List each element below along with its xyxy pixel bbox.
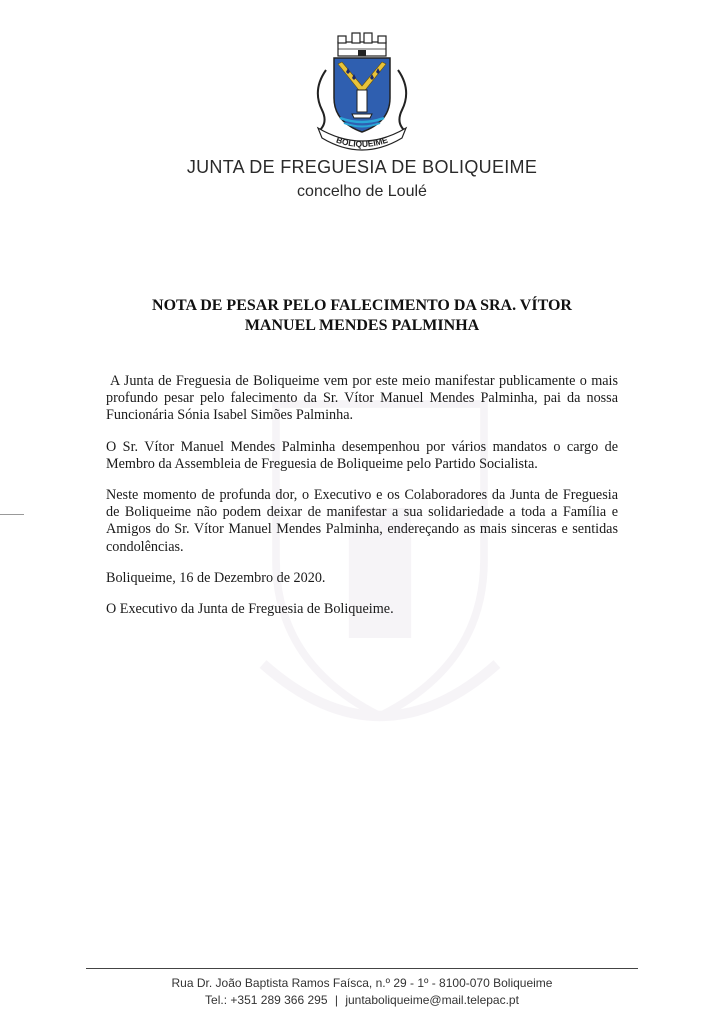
body-paragraph: O Sr. Vítor Manuel Mendes Palminha desempenhou por vários mandatos o cargo de Membro da Assembleia de Freguesia de Boliqueime pelo Partido Socialista.	[106, 438, 618, 472]
signature-line: O Executivo da Junta de Freguesia de Boliqueime.	[106, 601, 394, 618]
phone-label: Tel.:	[205, 993, 228, 1007]
crest-banner-text: BOLIQUEIME	[335, 134, 389, 150]
footer-divider	[86, 968, 638, 969]
footer-contacts	[0, 993, 724, 1007]
shield-icon	[334, 58, 390, 132]
mural-crown-icon	[338, 33, 386, 56]
body-paragraph: A Junta de Freguesia de Boliqueime vem por este meio manifestar publicamente o mais profundo pesar pelo falecimento da Sr. Vítor Manuel Mendes Palminha, pai da nossa Funcionária Sónia Isabel Simões Palminha.	[106, 373, 618, 424]
date-line: Boliqueime, 16 de Dezembro de 2020.	[106, 569, 326, 586]
contact-separator: |	[334, 993, 338, 1007]
organization-name: JUNTA DE FREGUESIA DE BOLIQUEIME	[186, 157, 538, 177]
parish-coat-of-arms-icon	[308, 30, 416, 155]
phone-number[interactable]: +351 289 366 295	[230, 993, 328, 1007]
document-title-line-2: MANUEL MENDES PALMINHA	[244, 317, 480, 334]
footer-address: Rua Dr. João Baptista Ramos Faísca, n.º 29 - 1º - 8100-070 Boliqueime	[171, 976, 553, 990]
municipality-name: concelho de Loulé	[297, 183, 427, 200]
margin-fold-mark	[0, 514, 24, 515]
document-title	[120, 296, 604, 336]
document-title-line-1: NOTA DE PESAR PELO FALECIMENTO DA SRA. VÍTOR	[152, 297, 572, 314]
document-body	[106, 373, 618, 632]
email-link[interactable]: juntaboliqueime@mail.telepac.pt	[345, 993, 519, 1007]
body-paragraph: Neste momento de profunda dor, o Executivo e os Colaboradores da Junta de Freguesia de Boliqueime não podem deixar de manifestar a sua solidariedade a toda a Família e Amigos do Sr. Vítor Manuel Mendes Palminha, endereçando as mais sinceras e sentidas condolências.	[106, 487, 618, 555]
